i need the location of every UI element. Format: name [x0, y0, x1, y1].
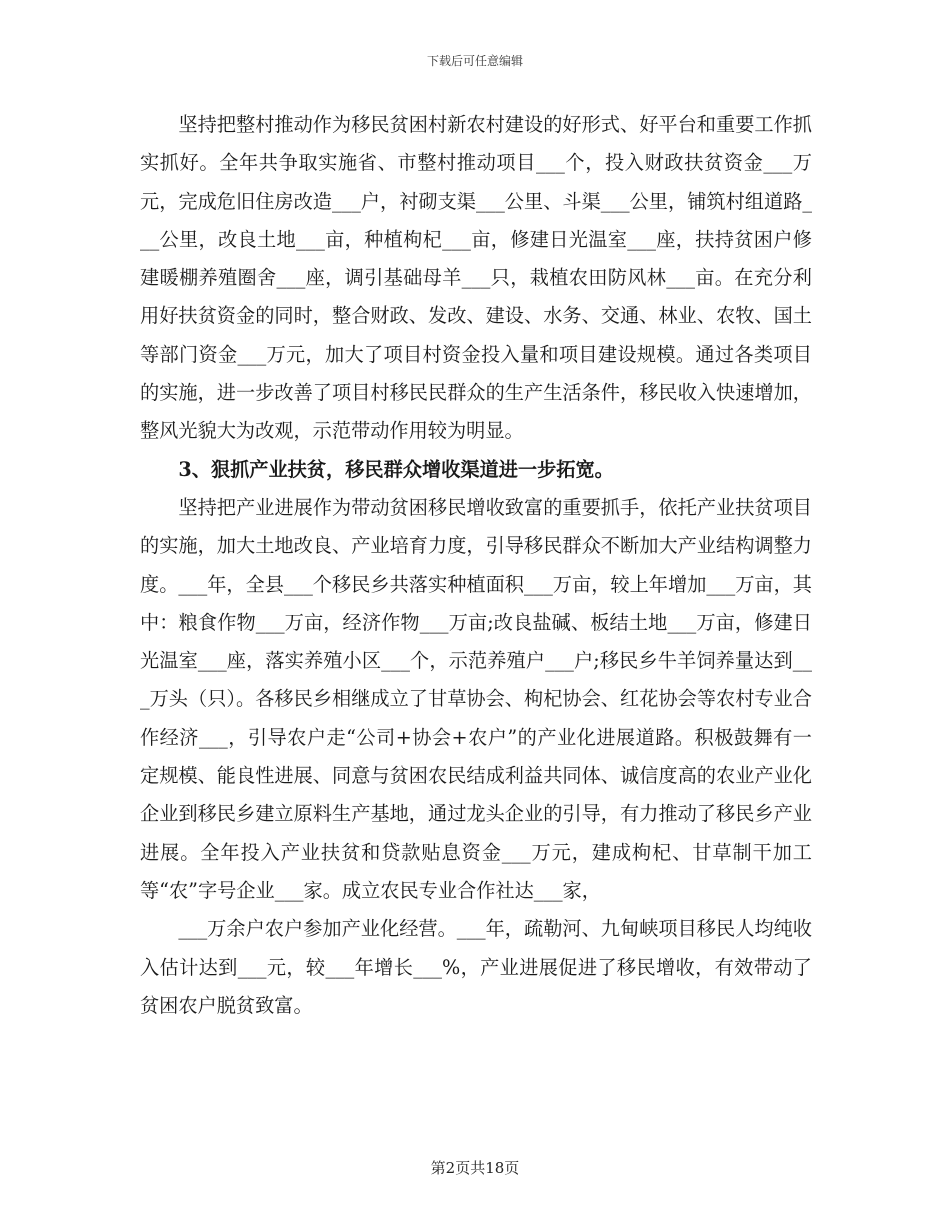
paragraph-income-growth: ___万余户农户参加产业化经营。___年，疏勒河、九甸峡项目移民人均纯收入估计达到___元，较___年增长___%，产业进展促进了移民增收，有效带动了贫困农户脱贫致富。: [140, 917, 812, 1017]
section-heading-3: 3、狠抓产业扶贫，移民群众增收渠道进一步拓宽。: [178, 457, 614, 481]
header-note: 下载后可任意编辑: [426, 54, 523, 68]
document-body: [140, 106, 812, 1025]
paragraph-village-promotion: 坚持把整村推动作为移民贫困村新农村建设的好形式、好平台和重要工作抓实抓好。全年共争取实施省、市整村推动项目___个，投入财政扶贫资金___万元，完成危旧住房改造___户，衬砌支渠___公里、斗渠___公里，铺筑村组道路___公里，改良土地___亩，种植枸杞___亩，修建日光温室___座，扶持贫困户修建暖棚养殖圈舍___座，调引基础母羊___只，栽植农田防风林___亩。在充分利用好扶贫资金的同时，整合财政、发改、建设、水务、交通、林业、农牧、国土等部门资金___万元，加大了项目村资金投入量和项目建设规模。通过各类项目的实施，进一步改善了项目村移民民群众的生产生活条件，移民收入快速增加，整风光貌大为改观，示范带动作用较为明显。: [140, 113, 812, 443]
paragraph-industry-poverty-alleviation: 坚持把产业进展作为带动贫困移民增收致富的重要抓手，依托产业扶贫项目的实施，加大土地改良、产业培育力度，引导移民群众不断加大产业结构调整力度。___年，全县___个移民乡共落实种植面积___万亩，较上年增加___万亩，其中：粮食作物___万亩，经济作物___万亩;改良盐碱、板结土地___万亩，修建日光温室___座，落实养殖小区___个，示范养殖户___户;移民乡牛羊饲养量达到___万头（只）。各移民乡相继成立了甘草协会、枸杞协会、红花协会等农村专业合作经济___，引导农户走“公司+协会+农户”的产业化进展道路。积极鼓舞有一定规模、能良性进展、同意与贫困农民结成利益共同体、诚信度高的农业产业化企业到移民乡建立原料生产基地，通过龙头企业的引导，有力推动了移民乡产业进展。全年投入产业扶贫和贷款贴息资金___万元，建成枸杞、甘草制干加工等“农”字号企业___家。成立农民专业合作社达___家，: [140, 495, 812, 902]
page-number-footer: 第2页共18页: [430, 1159, 520, 1177]
